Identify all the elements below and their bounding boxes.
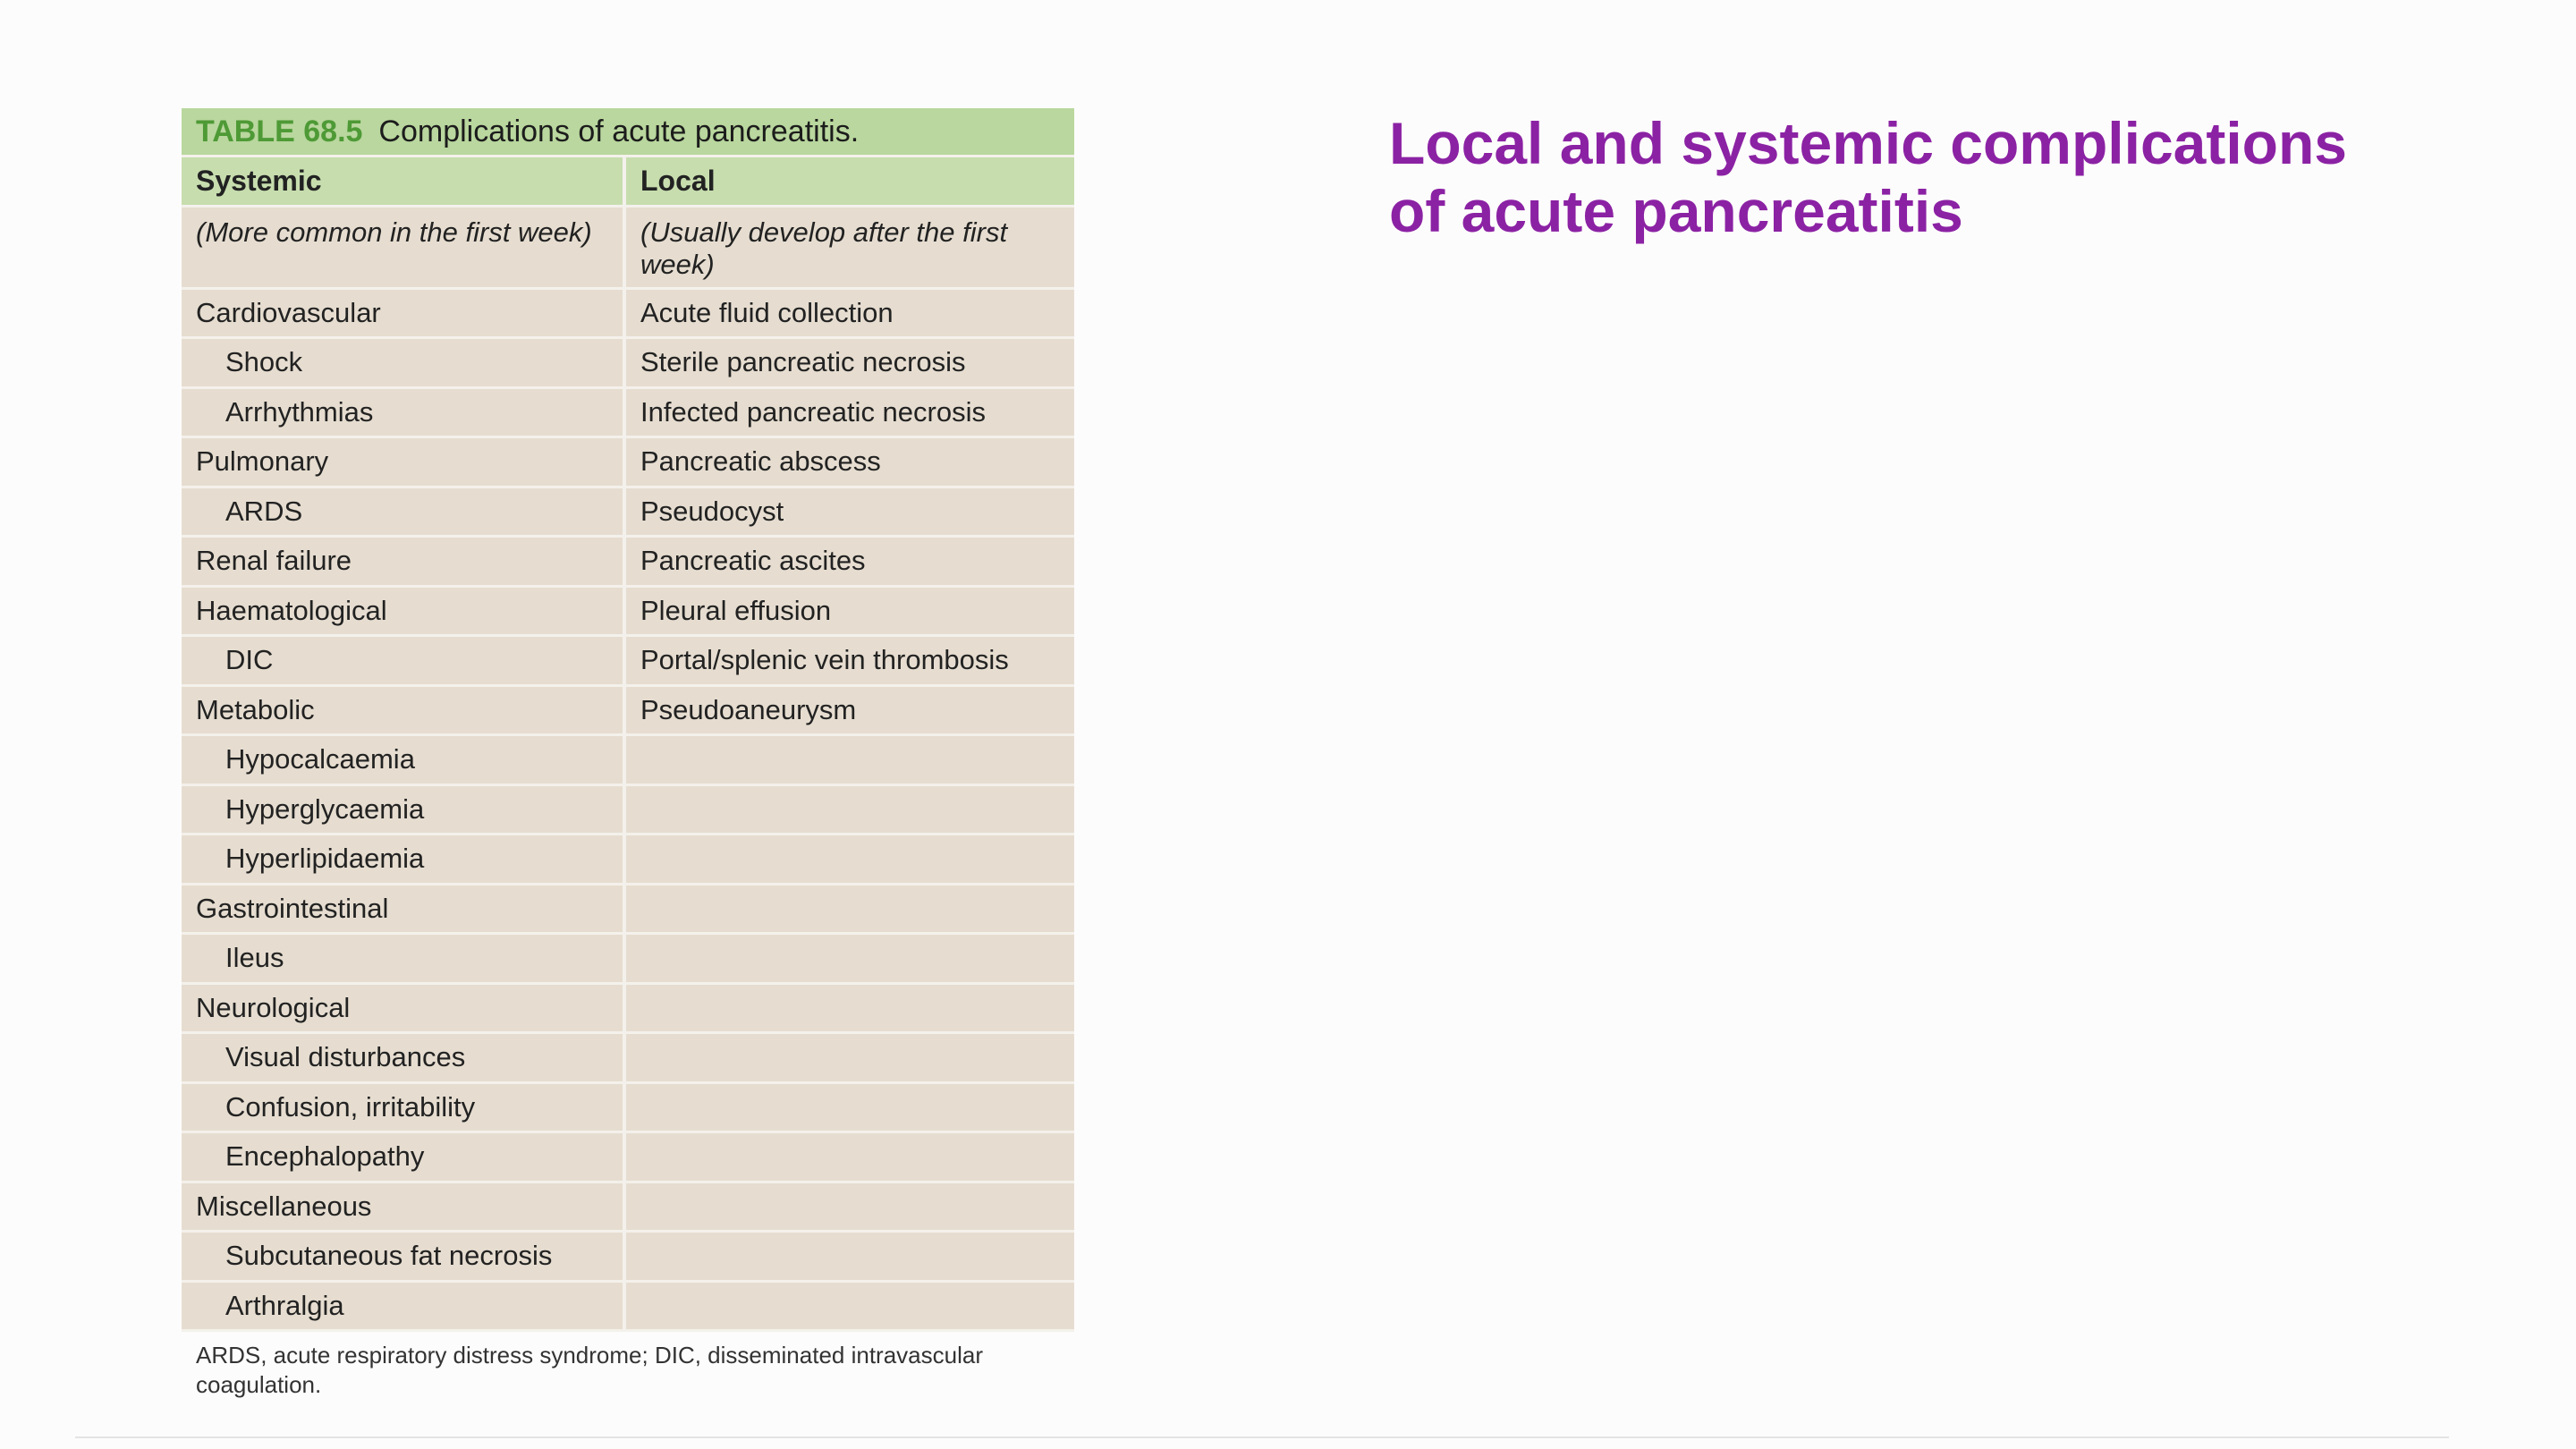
table-caption-text: Complications of acute pancreatitis.: [378, 114, 860, 148]
table-row: [182, 389, 1074, 439]
systemic-cell: Cardiovascular: [182, 290, 626, 337]
systemic-cell: Renal failure: [182, 538, 626, 585]
systemic-cell: Neurological: [182, 985, 626, 1032]
local-cell: Pancreatic ascites: [640, 545, 866, 577]
table-row: [182, 687, 1074, 737]
systemic-cell: Gastrointestinal: [182, 886, 626, 933]
slide-title: [1389, 109, 2462, 245]
complications-table: [182, 108, 1074, 1400]
table-footnote: ARDS, acute respiratory distress syndrome; DIC, disseminated intravascular coagulation.: [196, 1342, 983, 1398]
table-row: [182, 339, 1074, 389]
table-row: [182, 1133, 1074, 1183]
local-cell: [626, 1233, 1074, 1280]
local-cell: [626, 736, 1074, 784]
local-cell: [626, 786, 1074, 834]
local-cell: Pseudoaneurysm: [640, 693, 857, 725]
systemic-cell: Shock: [182, 339, 626, 386]
header-local: Local: [640, 164, 716, 197]
table-row: [182, 1233, 1074, 1283]
local-cell: Sterile pancreatic necrosis: [640, 346, 966, 378]
systemic-cell: Ileus: [182, 935, 626, 982]
local-cell: [626, 985, 1074, 1032]
table-row: [182, 935, 1074, 985]
systemic-cell: Hypocalcaemia: [182, 736, 626, 784]
local-cell: Portal/splenic vein thrombosis: [640, 644, 1009, 676]
table-row: [182, 736, 1074, 786]
local-cell: [626, 835, 1074, 883]
table-row: [182, 637, 1074, 687]
table-header-row: [182, 157, 1074, 208]
local-cell: [626, 1133, 1074, 1181]
table-row: [182, 438, 1074, 488]
systemic-cell: Confusion, irritability: [182, 1084, 626, 1131]
systemic-cell: Haematological: [182, 588, 626, 635]
table-row: [182, 1283, 1074, 1333]
systemic-cell: Arrhythmias: [182, 389, 626, 436]
systemic-cell: Arthralgia: [182, 1283, 626, 1330]
local-cell: [626, 1034, 1074, 1081]
table-caption: [182, 108, 1074, 157]
systemic-cell: ARDS: [182, 488, 626, 536]
local-cell: [626, 1084, 1074, 1131]
local-cell: [626, 886, 1074, 933]
systemic-cell: Encephalopathy: [182, 1133, 626, 1181]
table-row: [182, 786, 1074, 836]
local-cell: Pleural effusion: [640, 594, 832, 626]
local-cell: Pseudocyst: [640, 495, 784, 527]
subheader-systemic: (More common in the first week): [182, 208, 626, 287]
slide-title-line-1: Local and systemic complications: [1389, 110, 2348, 176]
systemic-cell: Pulmonary: [182, 438, 626, 486]
table-row: [182, 588, 1074, 638]
slide-title-line-2: of acute pancreatitis: [1389, 178, 1963, 244]
table-row: [182, 886, 1074, 936]
systemic-cell: DIC: [182, 637, 626, 684]
systemic-cell: Hyperlipidaemia: [182, 835, 626, 883]
table-row: [182, 538, 1074, 588]
local-cell: [626, 935, 1074, 982]
table-row: [182, 1034, 1074, 1084]
table-row: [182, 985, 1074, 1035]
systemic-cell: Visual disturbances: [182, 1034, 626, 1081]
local-cell: [626, 1183, 1074, 1231]
systemic-cell: Miscellaneous: [182, 1183, 626, 1231]
table-subheader-row: [182, 208, 1074, 290]
table-row: [182, 290, 1074, 340]
table-row: [182, 488, 1074, 538]
local-cell: Infected pancreatic necrosis: [640, 395, 986, 428]
header-systemic: Systemic: [182, 157, 626, 205]
systemic-cell: Subcutaneous fat necrosis: [182, 1233, 626, 1280]
table-row: [182, 1084, 1074, 1134]
table-row: [182, 1183, 1074, 1233]
systemic-cell: Hyperglycaemia: [182, 786, 626, 834]
local-cell: [626, 1283, 1074, 1330]
table-row: [182, 835, 1074, 886]
subheader-local: (Usually develop after the first week): [640, 216, 1008, 280]
table-number: TABLE 68.5: [196, 114, 363, 148]
bottom-divider: [75, 1436, 2449, 1438]
local-cell: Acute fluid collection: [640, 296, 894, 328]
local-cell: Pancreatic abscess: [640, 445, 881, 478]
systemic-cell: Metabolic: [182, 687, 626, 734]
